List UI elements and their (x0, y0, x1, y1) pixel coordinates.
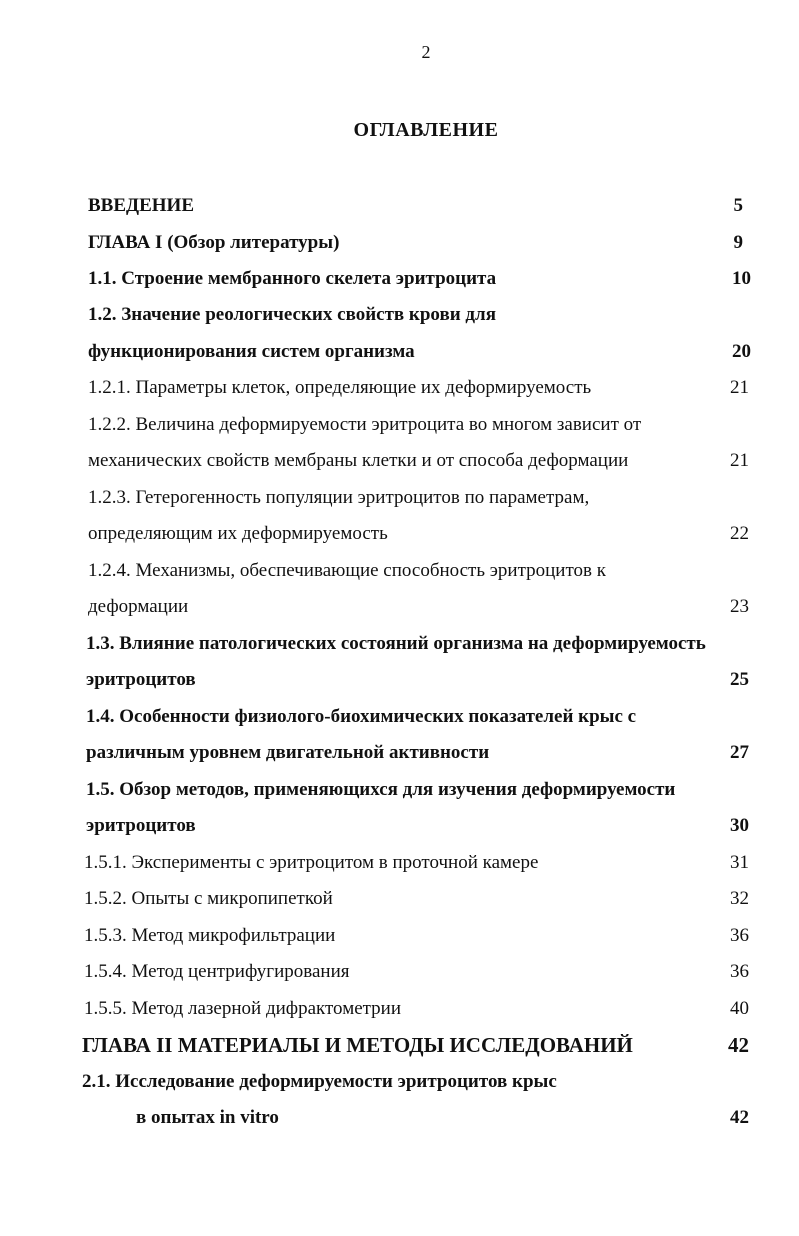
toc-entry-text: определяющим их деформируемость (88, 523, 388, 544)
toc-entry-text: различным уровнем двигательной активности (86, 742, 490, 763)
toc-entry (0, 410, 799, 440)
toc-entry-page: 42 (730, 1107, 749, 1128)
toc-entry-text: эритроцитов (86, 669, 196, 690)
toc-entry-page: 22 (730, 523, 749, 544)
toc-entry-text: 1.5.5. Метод лазерной дифрактометрии (84, 998, 402, 1019)
toc-entry (0, 811, 799, 841)
toc-entry-page: 9 (733, 232, 743, 253)
toc-entry (0, 921, 799, 951)
toc-entry-text: 1.5.1. Эксперименты с эритроцитом в проточной камере (84, 852, 539, 873)
toc-entry (0, 994, 799, 1024)
toc-entry-text: механических свойств мембраны клетки и от способа деформации (88, 450, 629, 471)
toc-entry (0, 483, 799, 513)
toc-entry-text: 2.1. Исследование деформируемости эритроцитов крыс (82, 1071, 557, 1092)
toc-entry-page: 21 (730, 377, 749, 398)
toc-entry-text: 1.5.3. Метод микрофильтрации (84, 925, 336, 946)
toc-entry-text: ГЛАВА I (Обзор литературы) (88, 232, 340, 253)
toc-entry-page: 25 (730, 669, 749, 690)
toc-entry-text: в опытах in vitro (136, 1107, 279, 1128)
toc-entry-text: 1.2.3. Гетерогенность популяции эритроцитов по параметрам, (88, 487, 590, 508)
toc-entry (0, 1103, 799, 1133)
toc-entry (0, 1067, 799, 1097)
toc-entry-page: 42 (728, 1033, 749, 1057)
toc-entry-text: 1.2.4. Механизмы, обеспечивающие способность эритроцитов к (88, 560, 606, 581)
toc-entry (0, 228, 799, 258)
toc-entry (0, 629, 799, 659)
toc-entry (0, 592, 799, 622)
toc-entry-text: 1.5. Обзор методов, применяющихся для изучения деформируемости (86, 779, 676, 800)
toc-entry (0, 446, 799, 476)
toc-entry-text: эритроцитов (86, 815, 196, 836)
toc-entry (0, 775, 799, 805)
toc-entry (0, 556, 799, 586)
toc-entry (0, 1030, 799, 1060)
toc-entry-page: 36 (730, 925, 749, 946)
toc-entry (0, 665, 799, 695)
toc-entry (0, 884, 799, 914)
toc-entry-text: 1.2. Значение реологических свойств крови для (88, 304, 496, 325)
toc-entry (0, 957, 799, 987)
toc-entry-page: 21 (730, 450, 749, 471)
toc-entry (0, 337, 799, 367)
toc-entry-text: ВВЕДЕНИЕ (88, 195, 194, 216)
toc-entry (0, 519, 799, 549)
toc-entry (0, 300, 799, 330)
toc-entry-page: 5 (733, 195, 743, 216)
toc-entry (0, 191, 799, 221)
toc-entry-page: 32 (730, 888, 749, 909)
toc-entry-text: 1.3. Влияние патологических состояний организма на деформируемость (86, 633, 706, 654)
toc-entry-page: 30 (730, 815, 749, 836)
toc-entry-page: 20 (732, 341, 751, 362)
toc-entry (0, 373, 799, 403)
toc-entry-text: 1.1. Строение мембранного скелета эритроцита (88, 268, 497, 289)
toc-entry (0, 702, 799, 732)
toc-entry-text: деформации (88, 596, 189, 617)
toc-entry-text: 1.5.4. Метод центрифугирования (84, 961, 350, 982)
page-number: 2 (421, 42, 431, 62)
toc-entry (0, 738, 799, 768)
toc-entry-text: функционирования систем организма (88, 341, 415, 362)
toc-title: ОГЛАВЛЕНИЕ (353, 119, 499, 141)
toc-entry-page: 31 (730, 852, 749, 873)
toc-entry-page: 36 (730, 961, 749, 982)
toc-entry-page: 23 (730, 596, 749, 617)
toc-entry-page: 40 (730, 998, 749, 1019)
toc-entry (0, 848, 799, 878)
toc-entry (0, 264, 799, 294)
toc-entry-page: 10 (732, 268, 751, 289)
toc-entry-text: ГЛАВА II МАТЕРИАЛЫ И МЕТОДЫ ИССЛЕДОВАНИЙ (82, 1033, 633, 1057)
toc-entry-text: 1.2.2. Величина деформируемости эритроцита во многом зависит от (88, 414, 642, 435)
toc-entry-text: 1.4. Особенности физиолого-биохимических показателей крыс с (86, 706, 637, 727)
toc-entry-text: 1.2.1. Параметры клеток, определяющие их деформируемость (88, 377, 592, 398)
toc-entry-page: 27 (730, 742, 749, 763)
toc-entry-text: 1.5.2. Опыты с микропипеткой (84, 888, 333, 909)
